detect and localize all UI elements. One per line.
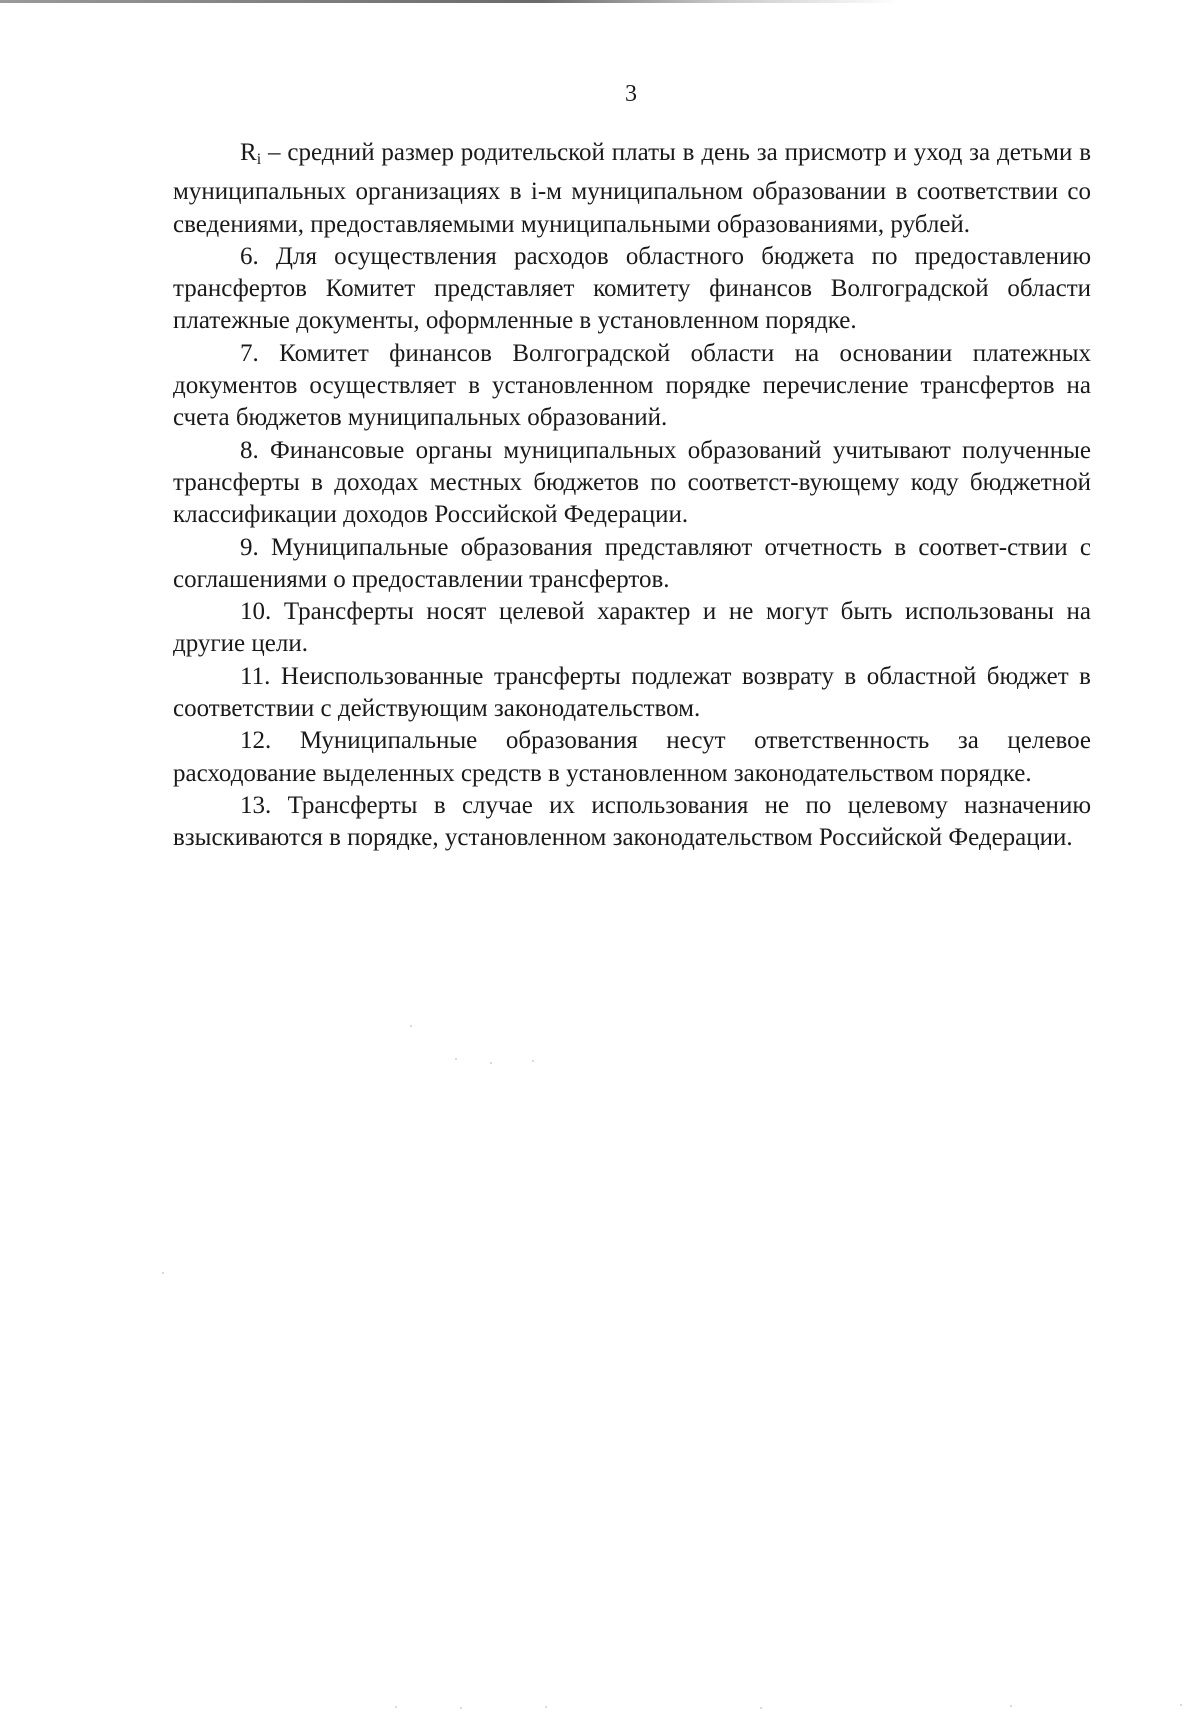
scan-speck (490, 1062, 492, 1064)
scan-speck (410, 1025, 412, 1027)
paragraph-10: 10. Трансферты носят целевой характер и не могут быть использованы на другие цели. (173, 598, 1091, 658)
scan-speck (532, 1060, 534, 1062)
scan-speck (460, 1707, 462, 1709)
scan-top-edge (0, 0, 1200, 3)
paragraph-11: 11. Неиспользованные трансферты подлежат возврату в областной бюджет в соответствии с действующим законодательством. (173, 662, 1091, 723)
scan-speck (162, 1272, 164, 1274)
paragraph-12: 12. Муниципальные образования несут ответственность за целевое расходование выделенных средств в установленном законодательством порядке. (173, 727, 1091, 787)
document-body (173, 137, 1091, 855)
scan-speck (1010, 1705, 1012, 1707)
paragraph-9: 9. Муниципальные образования представляют отчетность в соответ-ствии с соглашениями о предоставлении трансфертов. (173, 533, 1091, 593)
symbol-r: R (240, 139, 257, 166)
paragraph-ri-definition (173, 137, 1091, 241)
scan-speck (395, 1706, 397, 1708)
scan-speck (545, 1706, 547, 1708)
paragraph-text: – средний размер родительской платы в день за присмотр и уход за детьми в муниципальных организациях в i-м муниципальном образовании в соответствии со сведениями, предоставляемыми муниципальными образованиями, рублей. (173, 139, 1091, 238)
page-number: 3 (625, 81, 637, 107)
paragraph-6: 6. Для осуществления расходов областного бюджета по предоставлению трансфертов Комитет представляет комитету финансов Волгоградской области платежные документы, оформленные в установленном порядке. (173, 242, 1091, 335)
paragraph-13: 13. Трансферты в случае их использования не по целевому назначению взыскиваются в порядке, установленном законодательством Российской Федерации. (173, 791, 1091, 852)
scan-speck (1180, 1704, 1182, 1706)
scan-speck (455, 1058, 457, 1060)
paragraph-8: 8. Финансовые органы муниципальных образований учитывают полученные трансферты в доходах местных бюджетов по соответст-вующему коду бюджетной классификации доходов Российской Федерации. (173, 436, 1091, 529)
paragraph-7: 7. Комитет финансов Волгоградской области на основании платежных документов осуществляет в установленном порядке перечисление трансфертов на счета бюджетов муниципальных образований. (173, 339, 1091, 432)
scan-speck (760, 1707, 762, 1709)
symbol-subscript-i: i (256, 151, 262, 168)
